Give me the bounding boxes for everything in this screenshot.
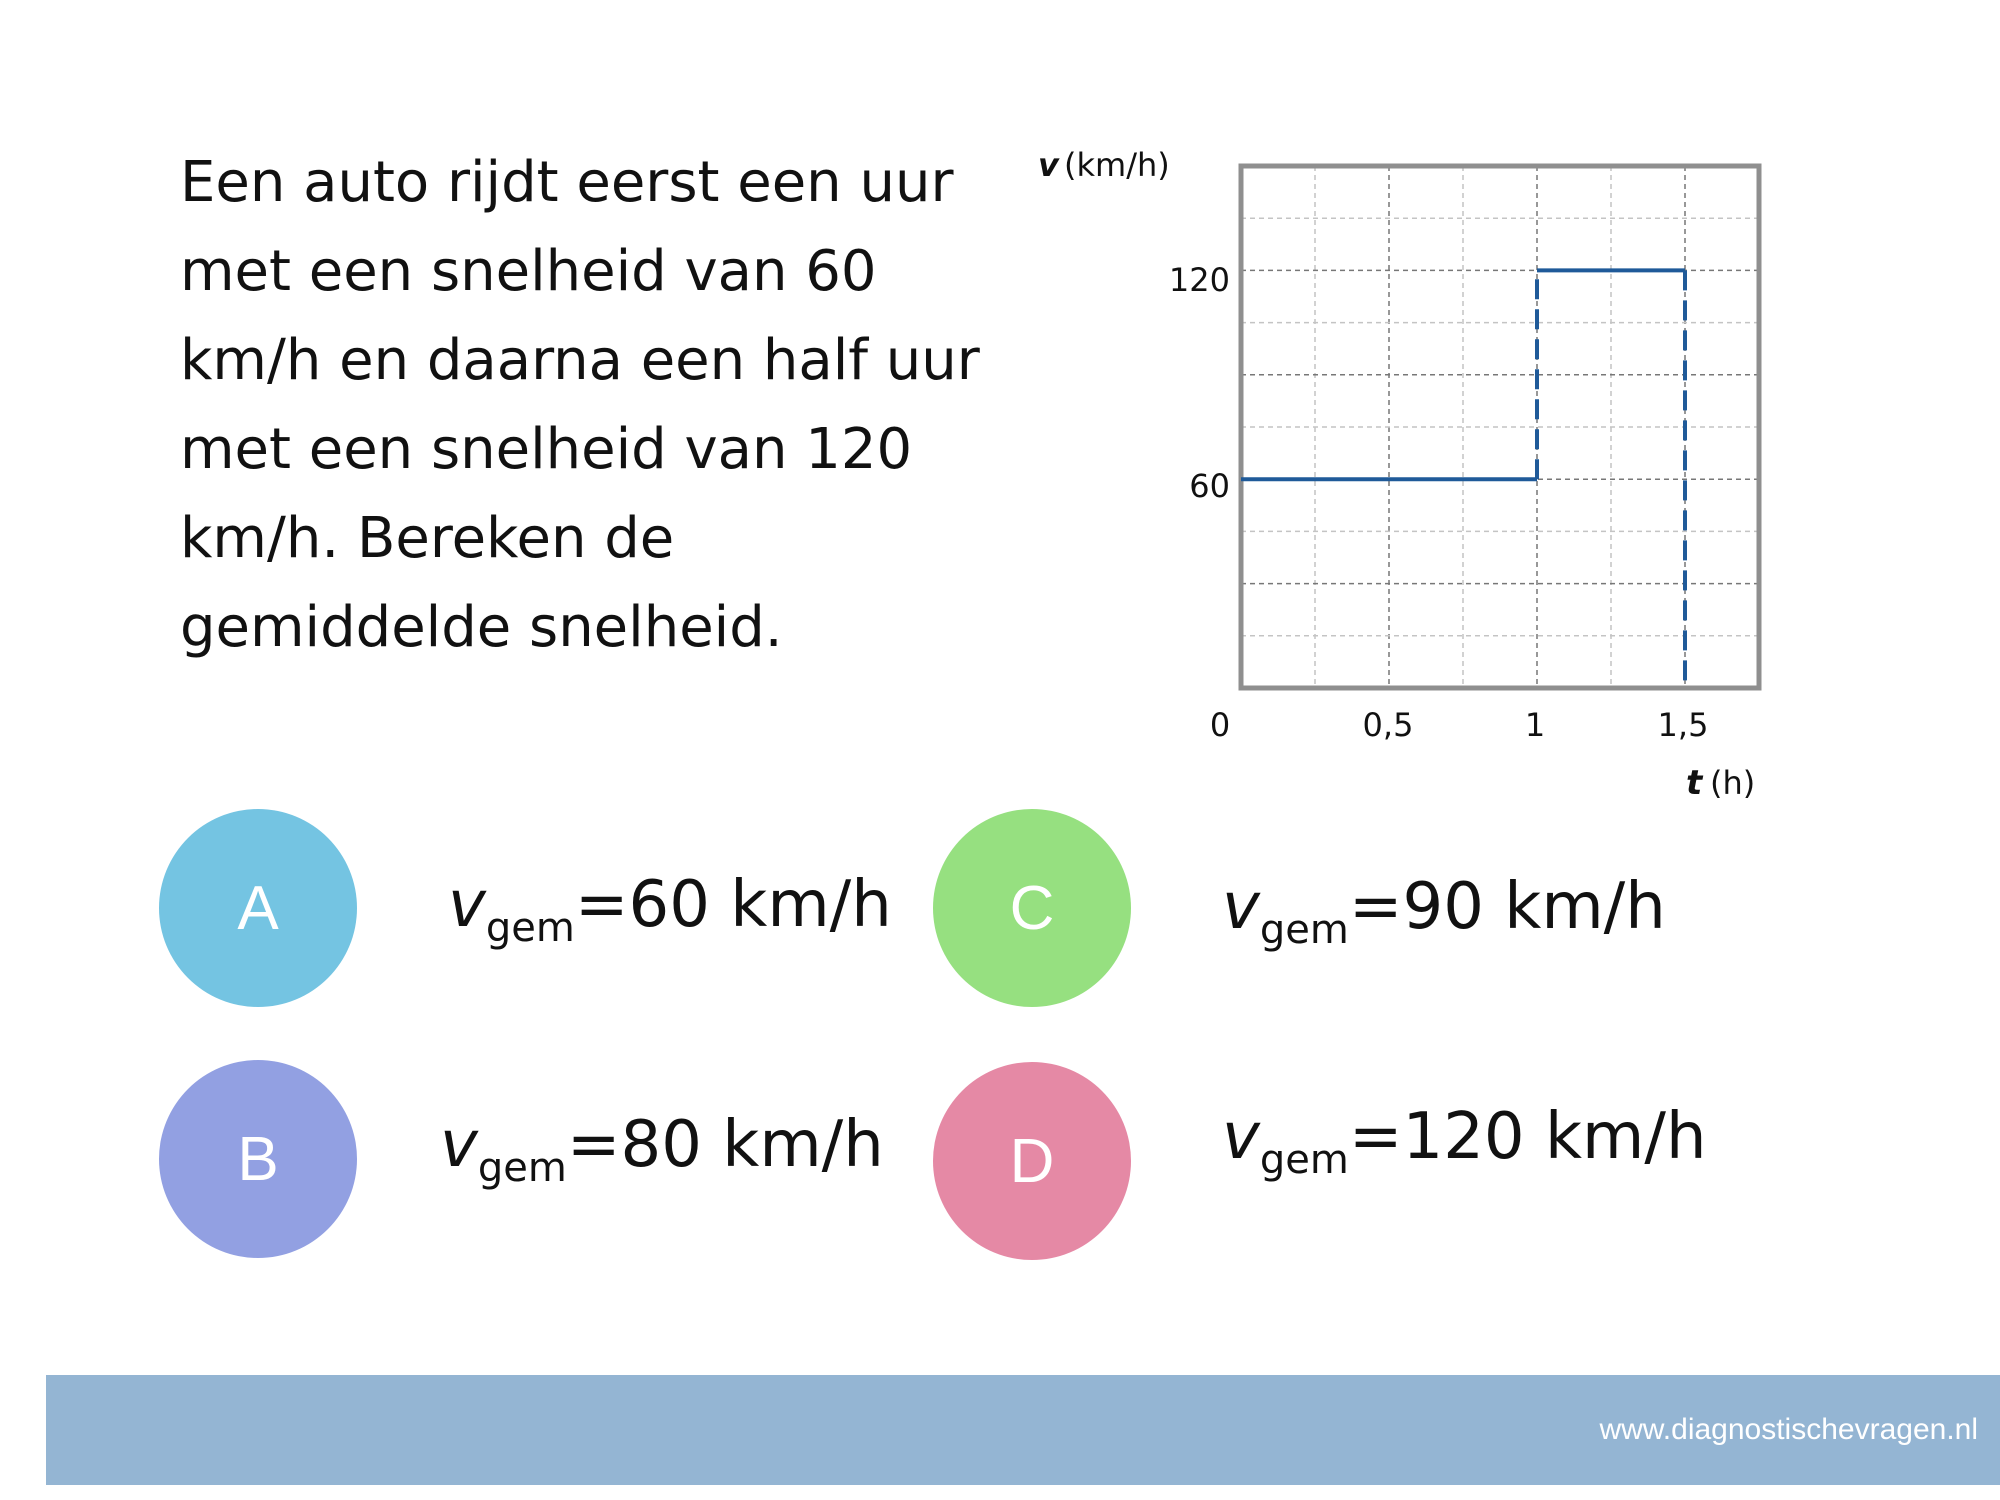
- subscript-gem: gem: [1259, 907, 1349, 954]
- velocity-symbol: v: [1222, 1100, 1260, 1174]
- velocity-symbol: v: [448, 868, 486, 942]
- option-a-letter: A: [237, 873, 279, 943]
- y-axis-symbol: v: [1038, 146, 1059, 184]
- graph-frame: [1241, 166, 1759, 688]
- origin-label: 0: [1209, 706, 1231, 744]
- option-b-letter: B: [237, 1124, 279, 1194]
- option-b-answer[interactable]: [440, 1108, 884, 1191]
- question-text: Een auto rijdt eerst een uur met een snelheid van 60 km/h en daarna een half uur met een snelheid van 120 km/h. Bereken de gemiddelde snelheid.: [180, 150, 980, 660]
- x-tick-label: 1,5: [1657, 706, 1709, 744]
- y-tick-label: 120: [1168, 261, 1230, 299]
- option-d-answer[interactable]: [1222, 1100, 1707, 1183]
- option-a-badge[interactable]: [159, 809, 357, 1007]
- x-axis-symbol: t: [1686, 763, 1703, 803]
- x-axis-unit: (h): [1710, 764, 1756, 802]
- y-tick-label: 60: [1189, 467, 1230, 505]
- graph-grid: [1241, 166, 1759, 688]
- option-d-value: =120 km/h: [1348, 1100, 1707, 1174]
- y-axis-unit: (km/h): [1064, 146, 1170, 184]
- footer-bar: [46, 1375, 2000, 1485]
- option-a-value: =60 km/h: [574, 868, 892, 942]
- option-c-letter: C: [1009, 873, 1055, 943]
- option-a-answer[interactable]: [448, 868, 892, 951]
- x-tick-label: 0,5: [1362, 706, 1414, 744]
- velocity-symbol: v: [1222, 870, 1260, 944]
- option-c-badge[interactable]: [933, 809, 1131, 1007]
- x-tick-label: 1: [1524, 706, 1546, 744]
- option-c-answer[interactable]: [1222, 870, 1666, 953]
- option-d-letter: D: [1009, 1126, 1055, 1196]
- footer-url[interactable]: www.diagnostischevragen.nl: [1599, 1413, 1978, 1446]
- option-c-value: =90 km/h: [1348, 870, 1666, 944]
- subscript-gem: gem: [477, 1145, 567, 1192]
- subscript-gem: gem: [1259, 1137, 1349, 1184]
- subscript-gem: gem: [485, 905, 575, 952]
- option-b-value: =80 km/h: [566, 1108, 884, 1182]
- option-b-badge[interactable]: [159, 1060, 357, 1258]
- velocity-symbol: v: [440, 1108, 478, 1182]
- option-d-badge[interactable]: [933, 1062, 1131, 1260]
